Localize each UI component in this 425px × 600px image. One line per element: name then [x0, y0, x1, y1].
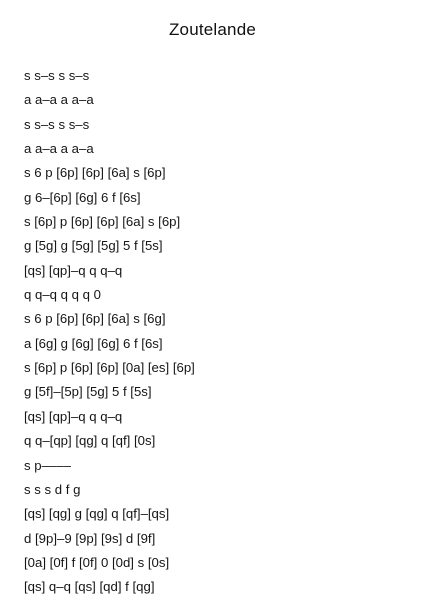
- notation-line-16: q q–[qp] [qg] q [qf] [0s]: [24, 433, 156, 449]
- notation-line-9: [qs] [qp]–q q q–q: [24, 262, 123, 278]
- notation-line-20: d [9p]–9 [9p] [9s] d [9f]: [24, 530, 156, 546]
- notation-line-2: a a–a a a–a: [24, 92, 94, 108]
- notation-line-5: s 6 p [6p] [6p] [6a] s [6p]: [24, 165, 166, 181]
- notation-line-7: s [6p] p [6p] [6p] [6a] s [6p]: [24, 214, 181, 230]
- notation-line-10: q q–q q q q 0: [24, 287, 101, 303]
- notation-line-15: [qs] [qp]–q q q–q: [24, 408, 123, 424]
- notation-line-8: g [5g] g [5g] [5g] 5 f [5s]: [24, 238, 163, 254]
- notation-line-19: [qs] [qg] g [qg] q [qf]–[qs]: [24, 506, 170, 522]
- notation-line-1: s s–s s s–s: [24, 68, 90, 83]
- notation-line-17: s p––––: [24, 457, 71, 473]
- notation-line-3: s s–s s s–s: [24, 116, 90, 132]
- notation-line-18: s s s d f g: [24, 481, 81, 497]
- notation-line-6: g 6–[6p] [6g] 6 f [6s]: [24, 189, 141, 205]
- notation-line-4: a a–a a a–a: [24, 141, 94, 157]
- page-title: Zoutelande: [168, 20, 257, 39]
- notation-line-14: g [5f]–[5p] [5g] 5 f [5s]: [24, 384, 152, 400]
- notation-line-12: a [6g] g [6g] [6g] 6 f [6s]: [24, 335, 163, 351]
- notation-line-13: s [6p] p [6p] [6p] [0a] [es] [6p]: [24, 360, 195, 376]
- notation-line-21: [0a] [0f] f [0f] 0 [0d] s [0s]: [24, 554, 170, 570]
- notation-lines: [24, 64, 414, 600]
- notation-line-11: s 6 p [6p] [6p] [6a] s [6g]: [24, 311, 166, 327]
- notation-line-22: [qs] q–q [qs] [qd] f [qg]: [24, 579, 155, 595]
